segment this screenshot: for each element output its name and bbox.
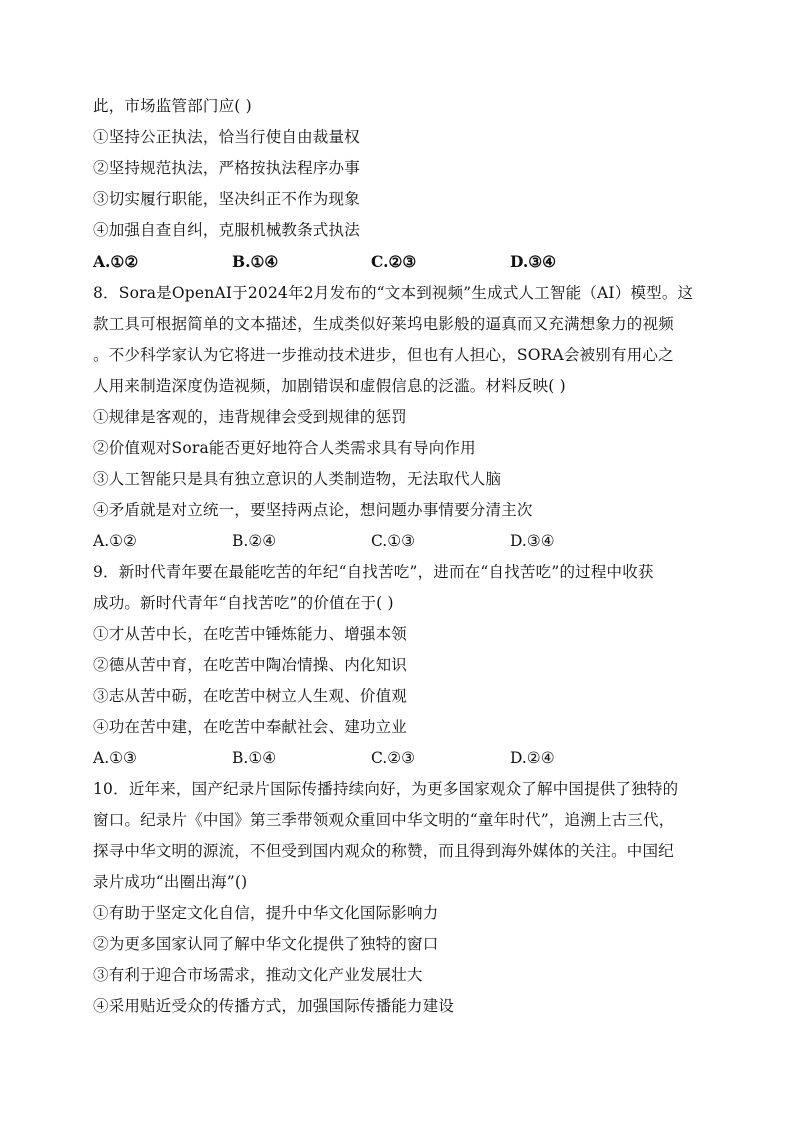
- q9-item-4: ④功在苦中建，在吃苦中奉献社会、建功立业: [93, 718, 408, 736]
- q8-line-4: 人用来制造深度伪造视频，加剧错误和虚假信息的泛滥。材料反映( ): [93, 377, 566, 395]
- q10-line-3: 探寻中华文明的源流，不但受到国内观众的称赞，而且得到海外媒体的关注。中国纪: [93, 842, 674, 860]
- q7-option-c: C.②③: [371, 252, 417, 271]
- q9-item-2: ②德从苦中育，在吃苦中陶冶情操、内化知识: [93, 656, 408, 674]
- q7-item-2: ②坚持规范执法，严格按执法程序办事: [93, 159, 360, 177]
- q8-line-3: 。不少科学家认为它将进一步推动技术进步，但也有人担心，SORA会被别有用心之: [93, 346, 674, 364]
- q9-item-1: ①才从苦中长，在吃苦中锤炼能力、增强本领: [93, 625, 408, 643]
- q9-option-b: B.①④: [232, 749, 277, 767]
- q8-item-3: ③人工智能只是具有独立意识的人类制造物，无法取代人脑: [93, 470, 502, 488]
- q7-option-d: D.③④: [510, 252, 557, 271]
- q7-option-b: B.①④: [232, 252, 279, 271]
- q10-item-4: ④采用贴近受众的传播方式，加强国际传播能力建设: [93, 997, 455, 1015]
- q8-item-4: ④矛盾就是对立统一，要坚持两点论，想问题办事情要分清主次: [93, 501, 533, 519]
- q8-item-2: ②价值观对Sora能否更好地符合人类需求具有导向作用: [93, 439, 476, 457]
- q10-item-1: ①有助于坚定文化自信，提升中华文化国际影响力: [93, 904, 439, 922]
- q8-option-d: D.③④: [510, 532, 555, 550]
- q8-item-1: ①规律是客观的，违背规律会受到规律的惩罚: [93, 408, 408, 426]
- q8-line-2: 款工具可根据简单的文本描述，生成类似好莱坞电影般的逼真而又充满想象力的视频: [93, 315, 674, 333]
- q8-option-a: A.①②: [93, 532, 137, 550]
- q9-line-1: 9．新时代青年要在最能吃苦的年纪“自找苦吃”，进而在“自找苦吃”的过程中收获: [93, 563, 654, 581]
- q7-item-4: ④加强自查自纠，克服机械教条式执法: [93, 221, 360, 239]
- q7-stem: 此，市场监管部门应( ): [93, 97, 252, 115]
- q9-item-3: ③志从苦中砺，在吃苦中树立人生观、价值观: [93, 687, 408, 705]
- q7-option-a: A.①②: [93, 252, 139, 271]
- q10-line-1: 10．近年来，国产纪录片国际传播持续向好，为更多国家观众了解中国提供了独特的: [93, 780, 679, 798]
- q8-option-c: C.①③: [371, 532, 416, 550]
- q9-option-a: A.①③: [93, 749, 137, 767]
- q8-option-b: B.②④: [232, 532, 277, 550]
- q9-option-d: D.②④: [510, 749, 555, 767]
- q10-item-2: ②为更多国家认同了解中华文化提供了独特的窗口: [93, 935, 439, 953]
- q8-line-1: 8．Sora是OpenAI于2024年2月发布的“文本到视频”生成式人工智能（AI）模型。这: [93, 284, 694, 302]
- q9-line-2: 成功。新时代青年“自找苦吃”的价值在于( ): [93, 594, 394, 612]
- q7-item-1: ①坚持公正执法，恰当行使自由裁量权: [93, 128, 360, 146]
- q7-item-3: ③切实履行职能，坚决纠正不作为现象: [93, 190, 360, 208]
- q10-item-3: ③有利于迎合市场需求，推动文化产业发展壮大: [93, 966, 423, 984]
- q10-line-2: 窗口。纪录片《中国》第三季带领观众重回中华文明的“童年时代”，追溯上古三代，: [93, 811, 675, 829]
- q10-line-4: 录片成功“出圈出海”(): [93, 873, 248, 891]
- q9-option-c: C.②③: [371, 749, 416, 767]
